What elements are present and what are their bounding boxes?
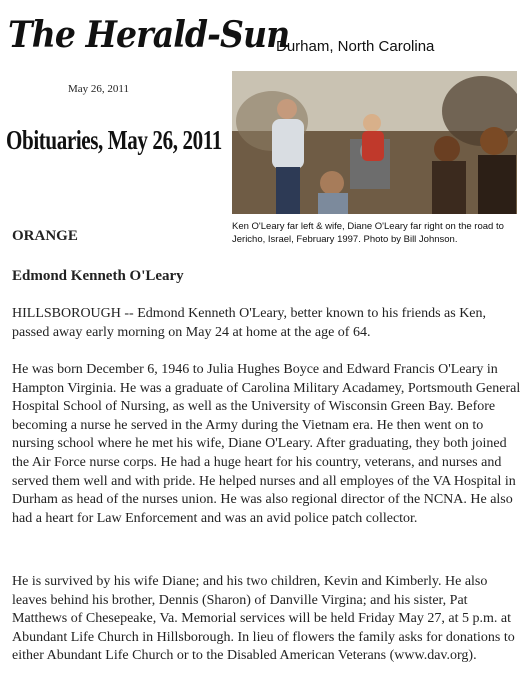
- photo-caption: Ken O'Leary far left & wife, Diane O'Leary far right on the road to Jericho, Israel, February 1997. Photo by Bill Johnson.: [232, 221, 504, 245]
- photo-illustration: [232, 71, 517, 214]
- obituary-paragraph: He was born December 6, 1946 to Julia Hughes Boyce and Edward Francis O'Leary in Hampton Virginia. He was a graduate of Carolina Military Acadamey, Portsmouth General Hospital School of Nursing, as well as the University of Wisconsin Green Bay. Before becoming a nurse he served in the Army during the Vietnam era. He then went on to nursing school where he met his wife, Diane O'Leary. After graduating, they both joined the Air Force nurse corps. He had a huge heart for his country, veterans, and nurses and served them well and with pride. He helped nurses and all employes of the VA Hospital in Durham as head of the nurses union. He was also regional director of the NCNA. He also had a heart for Law Enforcement and was an avid police patch collector.: [12, 362, 521, 526]
- obituary-photo: [232, 71, 517, 214]
- issue-date: May 26, 2011: [68, 83, 130, 95]
- obituary-paragraph: HILLSBOROUGH -- Edmond Kenneth O'Leary, better known to his friends as Ken, passed away early morning on May 24 at home at the age of 64.: [12, 306, 487, 340]
- newspaper-masthead: The Herald-Sun: [8, 14, 290, 56]
- section-label: ORANGE: [12, 228, 78, 244]
- obituary-paragraph: He is survived by his wife Diane; and his two children, Kevin and Kimberly. He also leaves behind his brother, Dennis (Sharon) of Danville Virgina; and his sister, Pat Matthews of Chesepeake, Va. Memorial services will be held Friday May 27, at 5 p.m. at Abundant Life Church in Hillsborough. In lieu of flowers the family asks for donations to either Abundant Life Church or to the Disabled American Veterans (www.dav.org).: [12, 574, 515, 664]
- obituaries-heading: Obituaries, May 26, 2011: [6, 125, 222, 155]
- deceased-name: Edmond Kenneth O'Leary: [12, 268, 184, 284]
- masthead-location: Durham, North Carolina: [276, 38, 435, 55]
